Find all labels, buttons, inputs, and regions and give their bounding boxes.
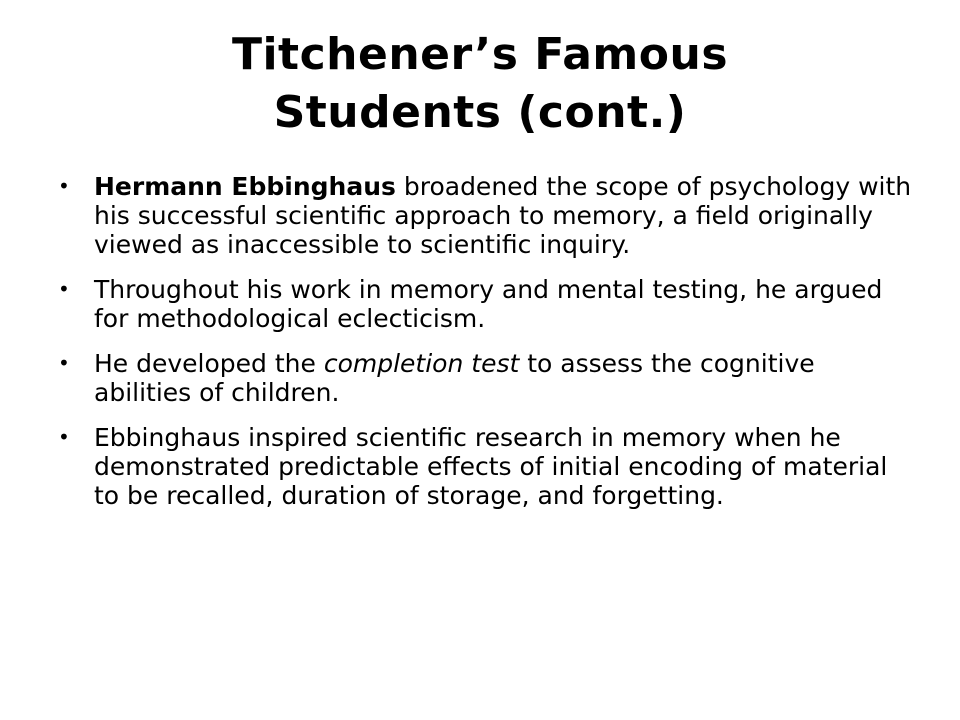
slide-title-line-1: Titchener’s Famous bbox=[231, 29, 729, 80]
slide-title bbox=[120, 26, 840, 142]
bullet-marker: • bbox=[58, 277, 70, 301]
bullet-1-text: broadened the scope of psychology with his successful scientific approach to memory, a field originally viewed as inaccessible to scientific inquiry. bbox=[94, 172, 912, 259]
bullet-marker: • bbox=[58, 425, 70, 449]
bullet-item-2 bbox=[58, 275, 918, 333]
bullet-text-1 bbox=[94, 172, 911, 259]
bullet-item-3 bbox=[58, 349, 918, 407]
bullet-item-4 bbox=[58, 423, 918, 510]
bullet-text-4: Ebbinghaus inspired scientific research in memory when he demonstrated predictable effects of initial encoding of material to be recalled, duration of storage, and forgetting. bbox=[94, 423, 888, 510]
bullet-3-after: to assess the cognitive abilities of children. bbox=[94, 349, 815, 407]
bullet-3-italic-term: completion test bbox=[323, 349, 520, 378]
bullet-marker: • bbox=[58, 174, 70, 198]
bullet-3-before: He developed the bbox=[94, 349, 324, 378]
bullet-marker: • bbox=[58, 351, 70, 375]
bullet-text-2: Throughout his work in memory and mental testing, he argued for methodological eclecticism. bbox=[94, 275, 883, 333]
bullet-item-1 bbox=[58, 172, 918, 259]
bullet-list bbox=[58, 172, 918, 526]
slide-title-line-2: Students (cont.) bbox=[273, 87, 687, 138]
bullet-1-bold-name: Hermann Ebbinghaus bbox=[94, 172, 396, 201]
bullet-text-3 bbox=[94, 349, 815, 407]
